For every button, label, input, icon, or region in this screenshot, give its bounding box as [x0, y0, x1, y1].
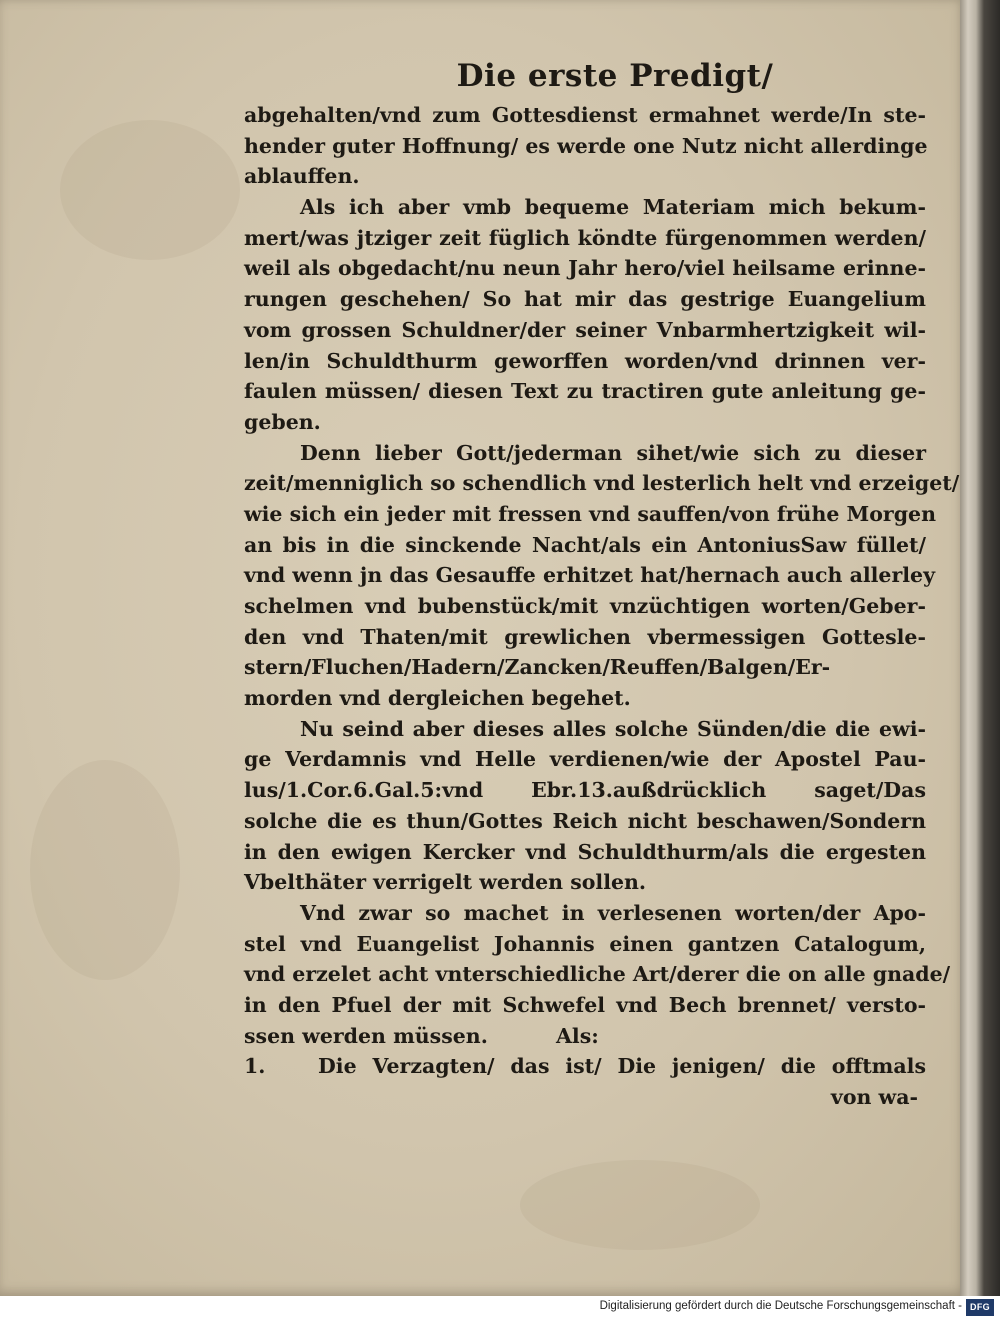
- text-line-content: ssen werden müssen.: [244, 1023, 488, 1048]
- text-line: rungen geschehen/ So hat mir das gestrige Euangelium: [244, 287, 926, 312]
- running-head: Die erste Predigt/: [456, 58, 774, 94]
- paragraph: [244, 714, 926, 898]
- text-line: Denn lieber Gott/jederman sihet/wie sich zu dieser: [300, 440, 926, 465]
- text-line: zeit/menniglich so schendlich vnd lesterlich helt vnd erzeiget/: [244, 471, 960, 496]
- list-intro: Als:: [556, 1023, 599, 1048]
- text-line: solche die es thun/Gottes Reich nicht beschawen/Sondern: [244, 808, 926, 833]
- list-item-number: 1.: [244, 1054, 266, 1079]
- text-line: morden vnd dergleichen begehet.: [244, 686, 631, 711]
- text-line: stern/Fluchen/Hadern/Zancken/Reuffen/Balgen/Er-: [244, 655, 831, 680]
- text-line: schelmen vnd bubenstück/mit vnzüchtigen worten/Geber-: [244, 594, 926, 618]
- text-line: Als ich aber vmb bequeme Materiam mich bekum-: [300, 195, 926, 220]
- footer-bar: [0, 1296, 1000, 1320]
- page-text: [244, 52, 960, 1113]
- text-line: in den ewigen Kercker vnd Schuldthurm/als die ergesten: [244, 839, 926, 864]
- paragraph: [244, 898, 951, 1051]
- paragraph: [244, 438, 960, 714]
- paper-stain: [30, 760, 180, 980]
- text-line: [244, 1021, 926, 1052]
- text-line: geben.: [244, 409, 321, 434]
- text-line: mert/was jtziger zeit füglich köndte fürgenommen werden/: [244, 225, 926, 250]
- text-line: abgehalten/vnd zum Gottesdienst ermahnet werde/In ste-: [244, 103, 926, 127]
- text-line: ablauffen.: [244, 164, 360, 189]
- text-line: len/in Schuldthurm geworffen worden/vnd drinnen ver-: [244, 348, 926, 373]
- text-line: vom grossen Schuldner/der seiner Vnbarmhertzigkeit wil-: [244, 317, 926, 342]
- paragraph: [244, 192, 926, 438]
- text-line: ge Verdamnis vnd Helle verdienen/wie der Apostel Pau-: [244, 747, 926, 772]
- paragraph: [244, 100, 926, 192]
- text-line: Nu seind aber dieses alles solche Sünden/die die ewi-: [300, 716, 926, 741]
- list-item-text: Die Verzagten/ das ist/ Die jenigen/ die offtmals: [318, 1054, 926, 1079]
- text-line: hender guter Hoffnung/ es werde one Nutz nicht allerdinge: [244, 133, 928, 158]
- paper-stain: [520, 1160, 760, 1250]
- text-line: Vnd zwar so machet in verlesenen worten/der Apo-: [300, 900, 926, 925]
- text-line: in den Pfuel der mit Schwefel vnd Bech brennet/ versto-: [244, 992, 926, 1017]
- text-line: Vbelthäter verrigelt werden sollen.: [244, 870, 647, 895]
- text-line: lus/1.Cor.6.Gal.5:vnd Ebr.13.außdrücklich saget/Das: [244, 778, 926, 803]
- text-line: den vnd Thaten/mit grewlichen vbermessigen Gottesle-: [244, 624, 926, 649]
- text-line: an bis in die sinckende Nacht/als ein AntoniusSaw füllet/: [244, 532, 926, 557]
- funding-credit: Digitalisierung gefördert durch die Deutsche Forschungsgemeinschaft -: [599, 1300, 962, 1312]
- catchword: von wa-: [830, 1085, 918, 1109]
- text-line: vnd erzelet acht vnterschiedliche Art/derer die on alle gnade/: [244, 962, 951, 987]
- dfg-logo: DFG: [966, 1299, 994, 1316]
- text-line: wie sich ein jeder mit fressen vnd sauffen/von frühe Morgen: [244, 501, 936, 526]
- text-line: faulen müssen/ diesen Text zu tractiren gute anleitung ge-: [244, 379, 926, 404]
- text-line: stel vnd Euangelist Johannis einen gantzen Catalogum,: [244, 931, 926, 956]
- text-line: vnd wenn jn das Gesauffe erhitzet hat/hernach auch allerley: [244, 563, 936, 588]
- paper-stain: [60, 120, 240, 260]
- book-edge: [960, 0, 1000, 1296]
- list-item: [244, 1051, 926, 1082]
- text-line: weil als obgedacht/nu neun Jahr hero/viel heilsame erinne-: [244, 256, 926, 281]
